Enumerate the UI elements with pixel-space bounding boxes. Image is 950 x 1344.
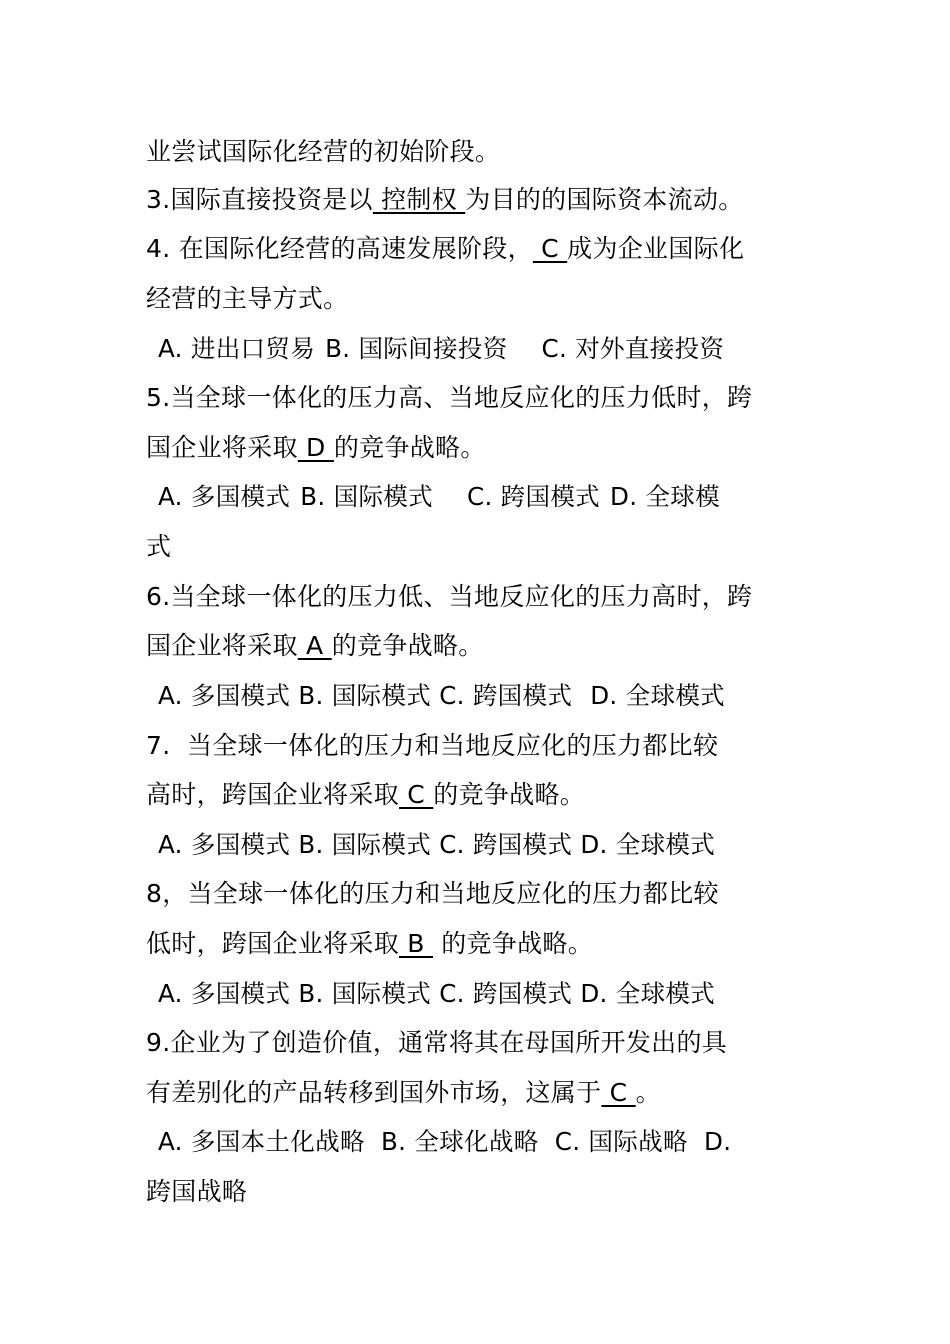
question-text: 5.当全球一体化的压力高、当地反应化的压力低时，跨 <box>146 383 753 412</box>
question-5-options-cont <box>146 527 816 567</box>
question-4-options <box>158 329 828 369</box>
question-text: 6.当全球一体化的压力低、当地反应化的压力高时，跨 <box>146 582 753 611</box>
question-text: 成为企业国际化 <box>567 234 745 263</box>
answer-blank: C <box>399 780 434 809</box>
option-a: A. 进出口贸易 <box>158 334 316 363</box>
option-d: D. 全球模式 <box>590 681 726 710</box>
question-8 <box>146 874 816 914</box>
option-c: C. 对外直接投资 <box>541 334 725 363</box>
question-5 <box>146 378 816 418</box>
answer-blank: B <box>399 929 433 958</box>
option-b: B. 国际间接投资 <box>325 334 508 363</box>
text-line <box>146 132 816 172</box>
options-a-c: A. 多国模式 B. 国际模式 C. 跨国模式 <box>158 681 573 710</box>
option-a: A. 多国模式 <box>158 482 291 511</box>
question-text: 8，当全球一体化的压力和当地反应化的压力都比较 <box>146 879 719 908</box>
question-text: 低时，跨国企业将采取 <box>146 929 400 958</box>
question-text: 国企业将采取 <box>146 631 298 660</box>
question-text: 的竞争战略。 <box>333 433 486 462</box>
question-9-options <box>158 1122 828 1162</box>
text-line-content: 业尝试国际化经营的初始阶段。 <box>146 137 501 166</box>
question-5-cont <box>146 428 816 468</box>
question-text: 高时，跨国企业将采取 <box>146 780 400 809</box>
answer-blank: C <box>601 1078 636 1107</box>
question-9-options-cont <box>146 1172 816 1212</box>
question-text: 国企业将采取 <box>146 433 298 462</box>
answer-blank: A <box>297 631 332 660</box>
question-text: 的竞争战略。 <box>433 780 586 809</box>
question-7-cont <box>146 775 816 815</box>
answer-blank: 控制权 <box>372 185 466 214</box>
question-9-cont <box>146 1073 816 1113</box>
option-d: 跨国战略 <box>146 1177 248 1206</box>
question-text: 的竞争战略。 <box>432 929 594 958</box>
question-4-cont <box>146 279 816 319</box>
question-5-options <box>158 477 828 517</box>
question-6-options <box>158 676 828 716</box>
question-8-options <box>158 974 828 1014</box>
option-b: B. 国际模式 <box>300 482 433 511</box>
option-d: D. 全球模 <box>610 482 720 511</box>
options: A. 多国模式 B. 国际模式 C. 跨国模式 D. 全球模式 <box>158 979 716 1008</box>
question-text: 的竞争战略。 <box>331 631 484 660</box>
answer-blank: D <box>297 433 334 462</box>
question-8-cont <box>146 924 816 964</box>
question-text: 。 <box>635 1078 661 1107</box>
question-6-cont <box>146 626 816 666</box>
question-text: 经营的主导方式。 <box>146 284 349 313</box>
options: A. 多国模式 B. 国际模式 C. 跨国模式 D. 全球模式 <box>158 830 716 859</box>
question-7 <box>146 726 816 766</box>
options: A. 多国本土化战略 B. 全球化战略 C. 国际战略 D. <box>158 1127 732 1156</box>
question-6 <box>146 577 816 617</box>
question-3 <box>146 180 816 220</box>
option-d-cont: 式 <box>146 532 172 561</box>
question-9 <box>146 1023 816 1063</box>
question-text: 3.国际直接投资是以 <box>146 185 373 214</box>
answer-blank: C <box>532 234 568 263</box>
question-text: 4. 在国际化经营的高速发展阶段， <box>146 234 533 263</box>
question-text: 为目的的国际资本流动。 <box>465 185 744 214</box>
question-7-options <box>158 825 828 865</box>
question-text: 有差别化的产品转移到国外市场，这属于 <box>146 1078 602 1107</box>
question-text: 9.企业为了创造价值，通常将其在母国所开发出的具 <box>146 1028 728 1057</box>
question-4 <box>146 229 816 269</box>
option-c: C. 跨国模式 <box>467 482 601 511</box>
question-text: 7. 当全球一体化的压力和当地反应化的压力都比较 <box>146 731 719 760</box>
